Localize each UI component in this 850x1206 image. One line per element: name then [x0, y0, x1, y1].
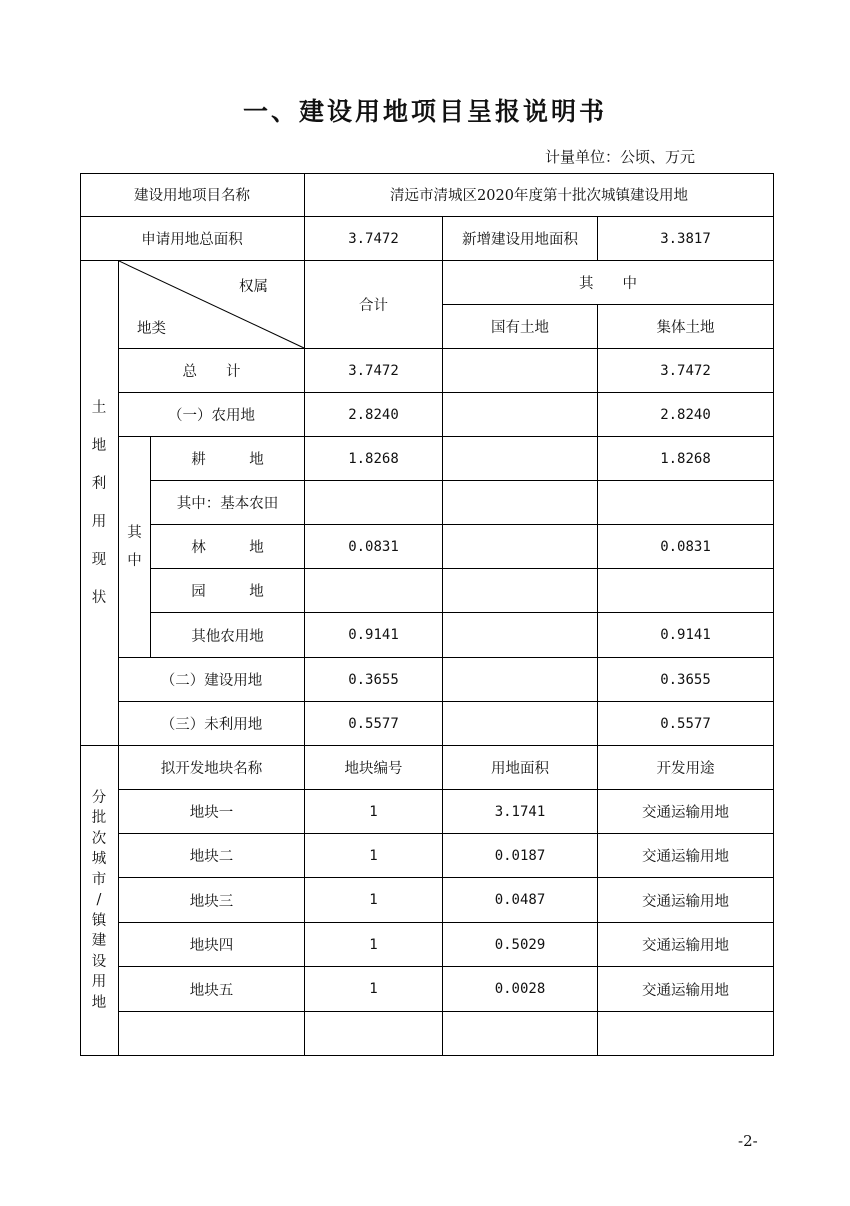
project-name-value: 清远市清城区2020年度第十批次城镇建设用地 — [305, 173, 774, 217]
row-cultivated-collective: 1.8268 — [598, 437, 774, 481]
row-construction-label: （二）建设用地 — [119, 658, 305, 702]
parcel-use: 交通运输用地 — [598, 834, 774, 878]
row-farmland-label: （一）农用地 — [119, 393, 305, 437]
row-garden-state — [443, 569, 598, 613]
parcel-area: 0.0187 — [443, 834, 598, 878]
total-area-value: 3.7472 — [305, 217, 443, 261]
row-cultivated-state — [443, 437, 598, 481]
row-other-farmland-label: 其他农用地 — [151, 613, 305, 658]
row-unused-collective: 0.5577 — [598, 702, 774, 746]
landuse-section-label — [80, 261, 119, 746]
among-label — [119, 437, 151, 658]
parcel-name: 地块三 — [119, 878, 305, 923]
parcels-char: 用 — [91, 974, 107, 991]
landuse-char: 状 — [91, 590, 107, 606]
new-area-value: 3.3817 — [598, 217, 774, 261]
diagonal-header — [119, 261, 305, 349]
parcels-char: 批 — [91, 810, 107, 827]
ownership-label: 权属 — [239, 279, 268, 295]
parcel-area: 0.5029 — [443, 923, 598, 967]
row-farmland-sum: 2.8240 — [305, 393, 443, 437]
parcels-header-area: 用地面积 — [443, 746, 598, 790]
row-other-farmland-state — [443, 613, 598, 658]
parcel-number: 1 — [305, 834, 443, 878]
header-among: 其 中 — [443, 261, 774, 305]
among-char: 中 — [127, 553, 142, 569]
parcels-header-use: 开发用途 — [598, 746, 774, 790]
row-construction-collective: 0.3655 — [598, 658, 774, 702]
row-garden-collective — [598, 569, 774, 613]
parcel-use: 交通运输用地 — [598, 923, 774, 967]
parcel-number: 1 — [305, 923, 443, 967]
landuse-char: 现 — [91, 552, 107, 568]
row-garden-sum — [305, 569, 443, 613]
landuse-char: 利 — [91, 476, 107, 492]
row-unused-label: （三）未利用地 — [119, 702, 305, 746]
row-unused-sum: 0.5577 — [305, 702, 443, 746]
parcels-header-name: 拟开发地块名称 — [119, 746, 305, 790]
parcel-use: 交通运输用地 — [598, 878, 774, 923]
parcel-name: 地块五 — [119, 967, 305, 1012]
new-area-label: 新增建设用地面积 — [443, 217, 598, 261]
parcels-char: 城 — [91, 851, 107, 868]
row-unused-state — [443, 702, 598, 746]
row-basic-farmland-label: 其中：基本农田 — [151, 481, 305, 525]
row-construction-sum: 0.3655 — [305, 658, 443, 702]
category-label: 地类 — [137, 321, 166, 337]
among-char: 其 — [127, 525, 142, 541]
parcel-name — [119, 1012, 305, 1056]
parcel-number: 1 — [305, 967, 443, 1012]
parcel-area: 0.0028 — [443, 967, 598, 1012]
row-forest-state — [443, 525, 598, 569]
row-basic-farmland-state — [443, 481, 598, 525]
landuse-char: 土 — [91, 400, 107, 416]
header-state-land: 国有土地 — [443, 305, 598, 349]
unit-note: 计量单位：公顷、万元 — [544, 148, 695, 166]
row-other-farmland-collective: 0.9141 — [598, 613, 774, 658]
parcel-use — [598, 1012, 774, 1056]
document-title: 一、建设用地项目呈报说明书 — [242, 97, 607, 126]
header-collective-land: 集体土地 — [598, 305, 774, 349]
parcel-area — [443, 1012, 598, 1056]
row-farmland-state — [443, 393, 598, 437]
parcel-name: 地块二 — [119, 834, 305, 878]
parcel-name: 地块一 — [119, 790, 305, 834]
header-total: 合计 — [305, 261, 443, 349]
parcel-use: 交通运输用地 — [598, 967, 774, 1012]
parcel-area: 3.1741 — [443, 790, 598, 834]
project-name-label: 建设用地项目名称 — [80, 173, 305, 217]
parcels-header-number: 地块编号 — [305, 746, 443, 790]
row-basic-farmland-collective — [598, 481, 774, 525]
parcel-use: 交通运输用地 — [598, 790, 774, 834]
parcel-number: 1 — [305, 790, 443, 834]
parcels-char: 分 — [91, 789, 107, 806]
row-forest-sum: 0.0831 — [305, 525, 443, 569]
parcels-section-label — [80, 746, 119, 1056]
row-garden-label: 园 地 — [151, 569, 305, 613]
row-total-state — [443, 349, 598, 393]
row-total-collective: 3.7472 — [598, 349, 774, 393]
page-number: -2- — [738, 1132, 758, 1150]
parcels-char: 次 — [91, 830, 107, 847]
landuse-char: 地 — [91, 438, 107, 454]
row-other-farmland-sum: 0.9141 — [305, 613, 443, 658]
row-total-label: 总 计 — [119, 349, 305, 393]
row-total-sum: 3.7472 — [305, 349, 443, 393]
parcels-char: 地 — [91, 994, 107, 1011]
row-forest-collective: 0.0831 — [598, 525, 774, 569]
parcels-char: / — [96, 892, 102, 909]
parcels-char: 市 — [91, 871, 107, 888]
row-construction-state — [443, 658, 598, 702]
parcel-number: 1 — [305, 878, 443, 923]
row-cultivated-sum: 1.8268 — [305, 437, 443, 481]
total-area-label: 申请用地总面积 — [80, 217, 305, 261]
row-forest-label: 林 地 — [151, 525, 305, 569]
parcels-char: 设 — [91, 953, 107, 970]
parcel-name: 地块四 — [119, 923, 305, 967]
parcels-char: 建 — [91, 933, 107, 950]
report-table — [80, 173, 774, 1056]
row-cultivated-label: 耕 地 — [151, 437, 305, 481]
parcel-area: 0.0487 — [443, 878, 598, 923]
parcel-number — [305, 1012, 443, 1056]
landuse-char: 用 — [91, 514, 107, 530]
row-farmland-collective: 2.8240 — [598, 393, 774, 437]
row-basic-farmland-sum — [305, 481, 443, 525]
parcels-char: 镇 — [91, 912, 107, 929]
